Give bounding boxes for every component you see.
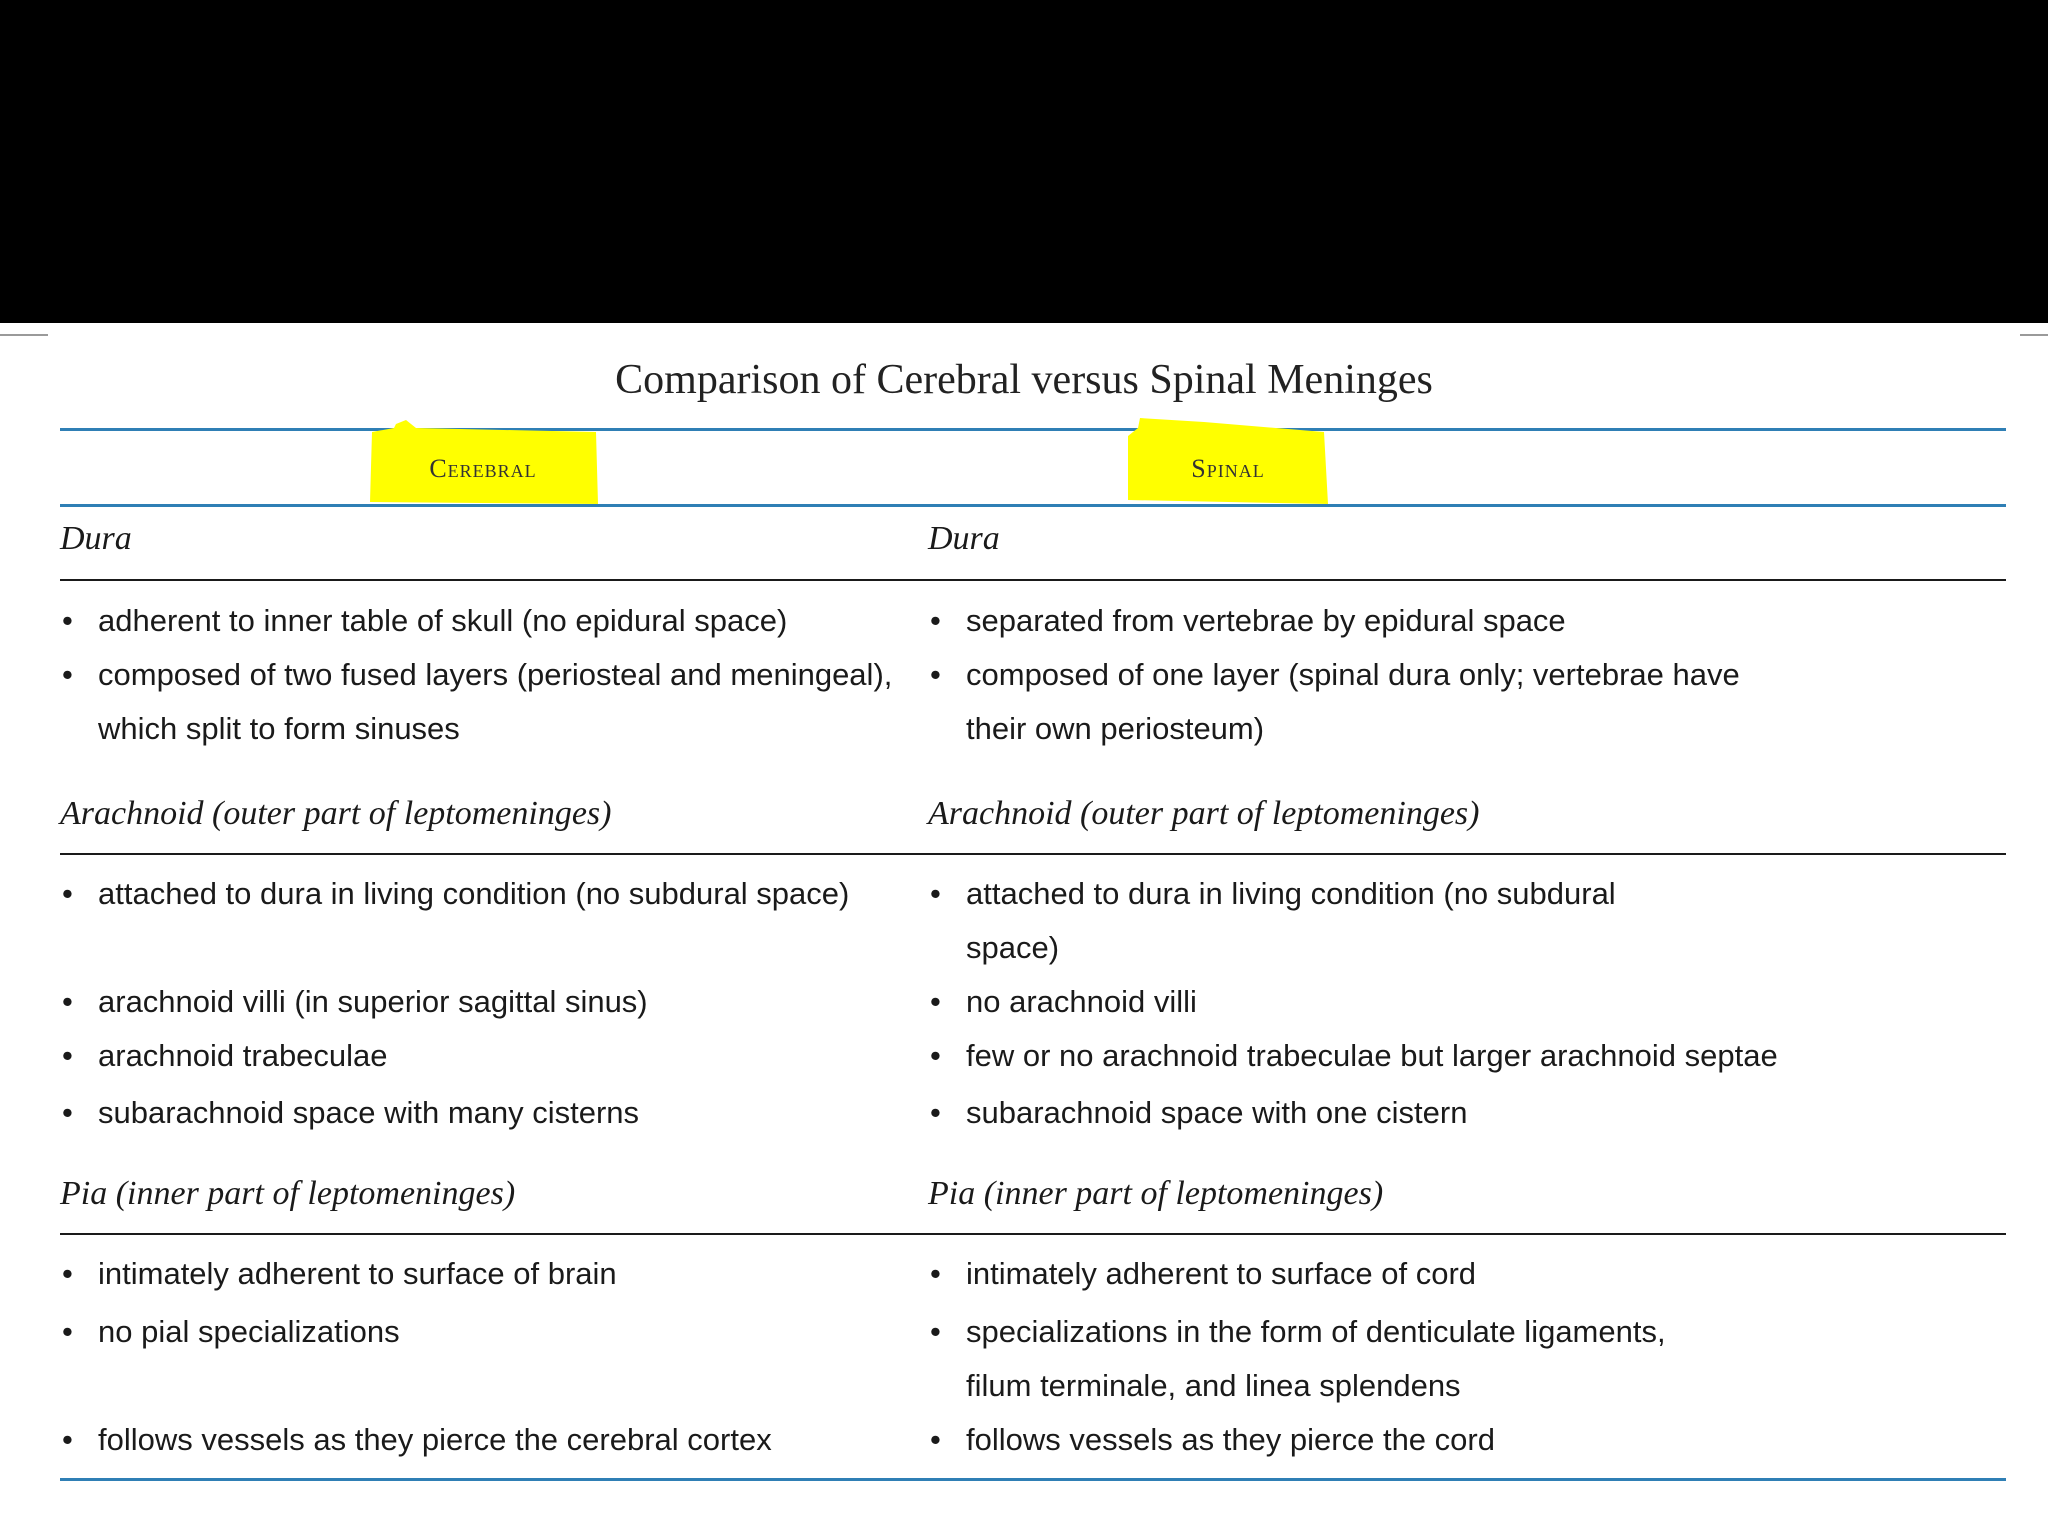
list-item: • composed of two fused layers (periosteal and meningeal), which split to form sinuses [62,648,928,756]
divider-left [0,334,48,336]
column-header-cerebral: Cerebral [429,454,537,483]
section-heading-cerebral-arachnoid: Arachnoid (outer part of leptomeninges) [60,795,612,832]
section-heading-spinal-dura: Dura [928,520,1000,557]
list-item: • adherent to inner table of skull (no epidural space) [62,594,928,648]
column-header-spinal: Spinal [1191,454,1265,483]
section-rule-pia [60,1233,2006,1235]
list-item: • subarachnoid space with one cistern [930,1086,1996,1140]
section-heading-cerebral-dura: Dura [60,520,132,557]
list-item: • subarachnoid space with many cisterns [62,1086,928,1140]
table-bottom-rule [60,1478,2006,1481]
list-item: • no pial specializations [62,1305,928,1359]
list-item: • attached to dura in living condition (no subdural space) [930,867,1666,975]
list-item: • follows vessels as they pierce the cord [930,1413,1996,1467]
header-bottom-rule [60,504,2006,507]
section-rule-dura [60,579,2006,581]
table-top-rule [60,428,2006,431]
list-item: • intimately adherent to surface of brain [62,1247,928,1301]
list-item: • no arachnoid villi [930,975,1996,1029]
list-item: • composed of one layer (spinal dura only; vertebrae have their own periosteum) [930,648,1756,756]
list-item: • few or no arachnoid trabeculae but larger arachnoid septae [930,1029,1996,1083]
slide-title-bar [0,0,2048,323]
table-title: Comparison of Cerebral versus Spinal Meninges [615,357,1433,403]
section-heading-spinal-pia: Pia (inner part of leptomeninges) [928,1175,1384,1212]
section-heading-spinal-arachnoid: Arachnoid (outer part of leptomeninges) [928,795,1480,832]
list-item: • attached to dura in living condition (no subdural space) [62,867,928,921]
list-item: • follows vessels as they pierce the cerebral cortex [62,1413,928,1467]
section-heading-cerebral-pia: Pia (inner part of leptomeninges) [60,1175,516,1212]
list-item: • separated from vertebrae by epidural space [930,594,1996,648]
divider-right [2020,334,2048,336]
list-item: • arachnoid villi (in superior sagittal sinus) [62,975,928,1029]
list-item: • intimately adherent to surface of cord [930,1247,1996,1301]
list-item: • specializations in the form of denticulate ligaments, filum terminale, and linea splendens [930,1305,1726,1413]
section-rule-arachnoid [60,853,2006,855]
list-item: • arachnoid trabeculae [62,1029,928,1083]
